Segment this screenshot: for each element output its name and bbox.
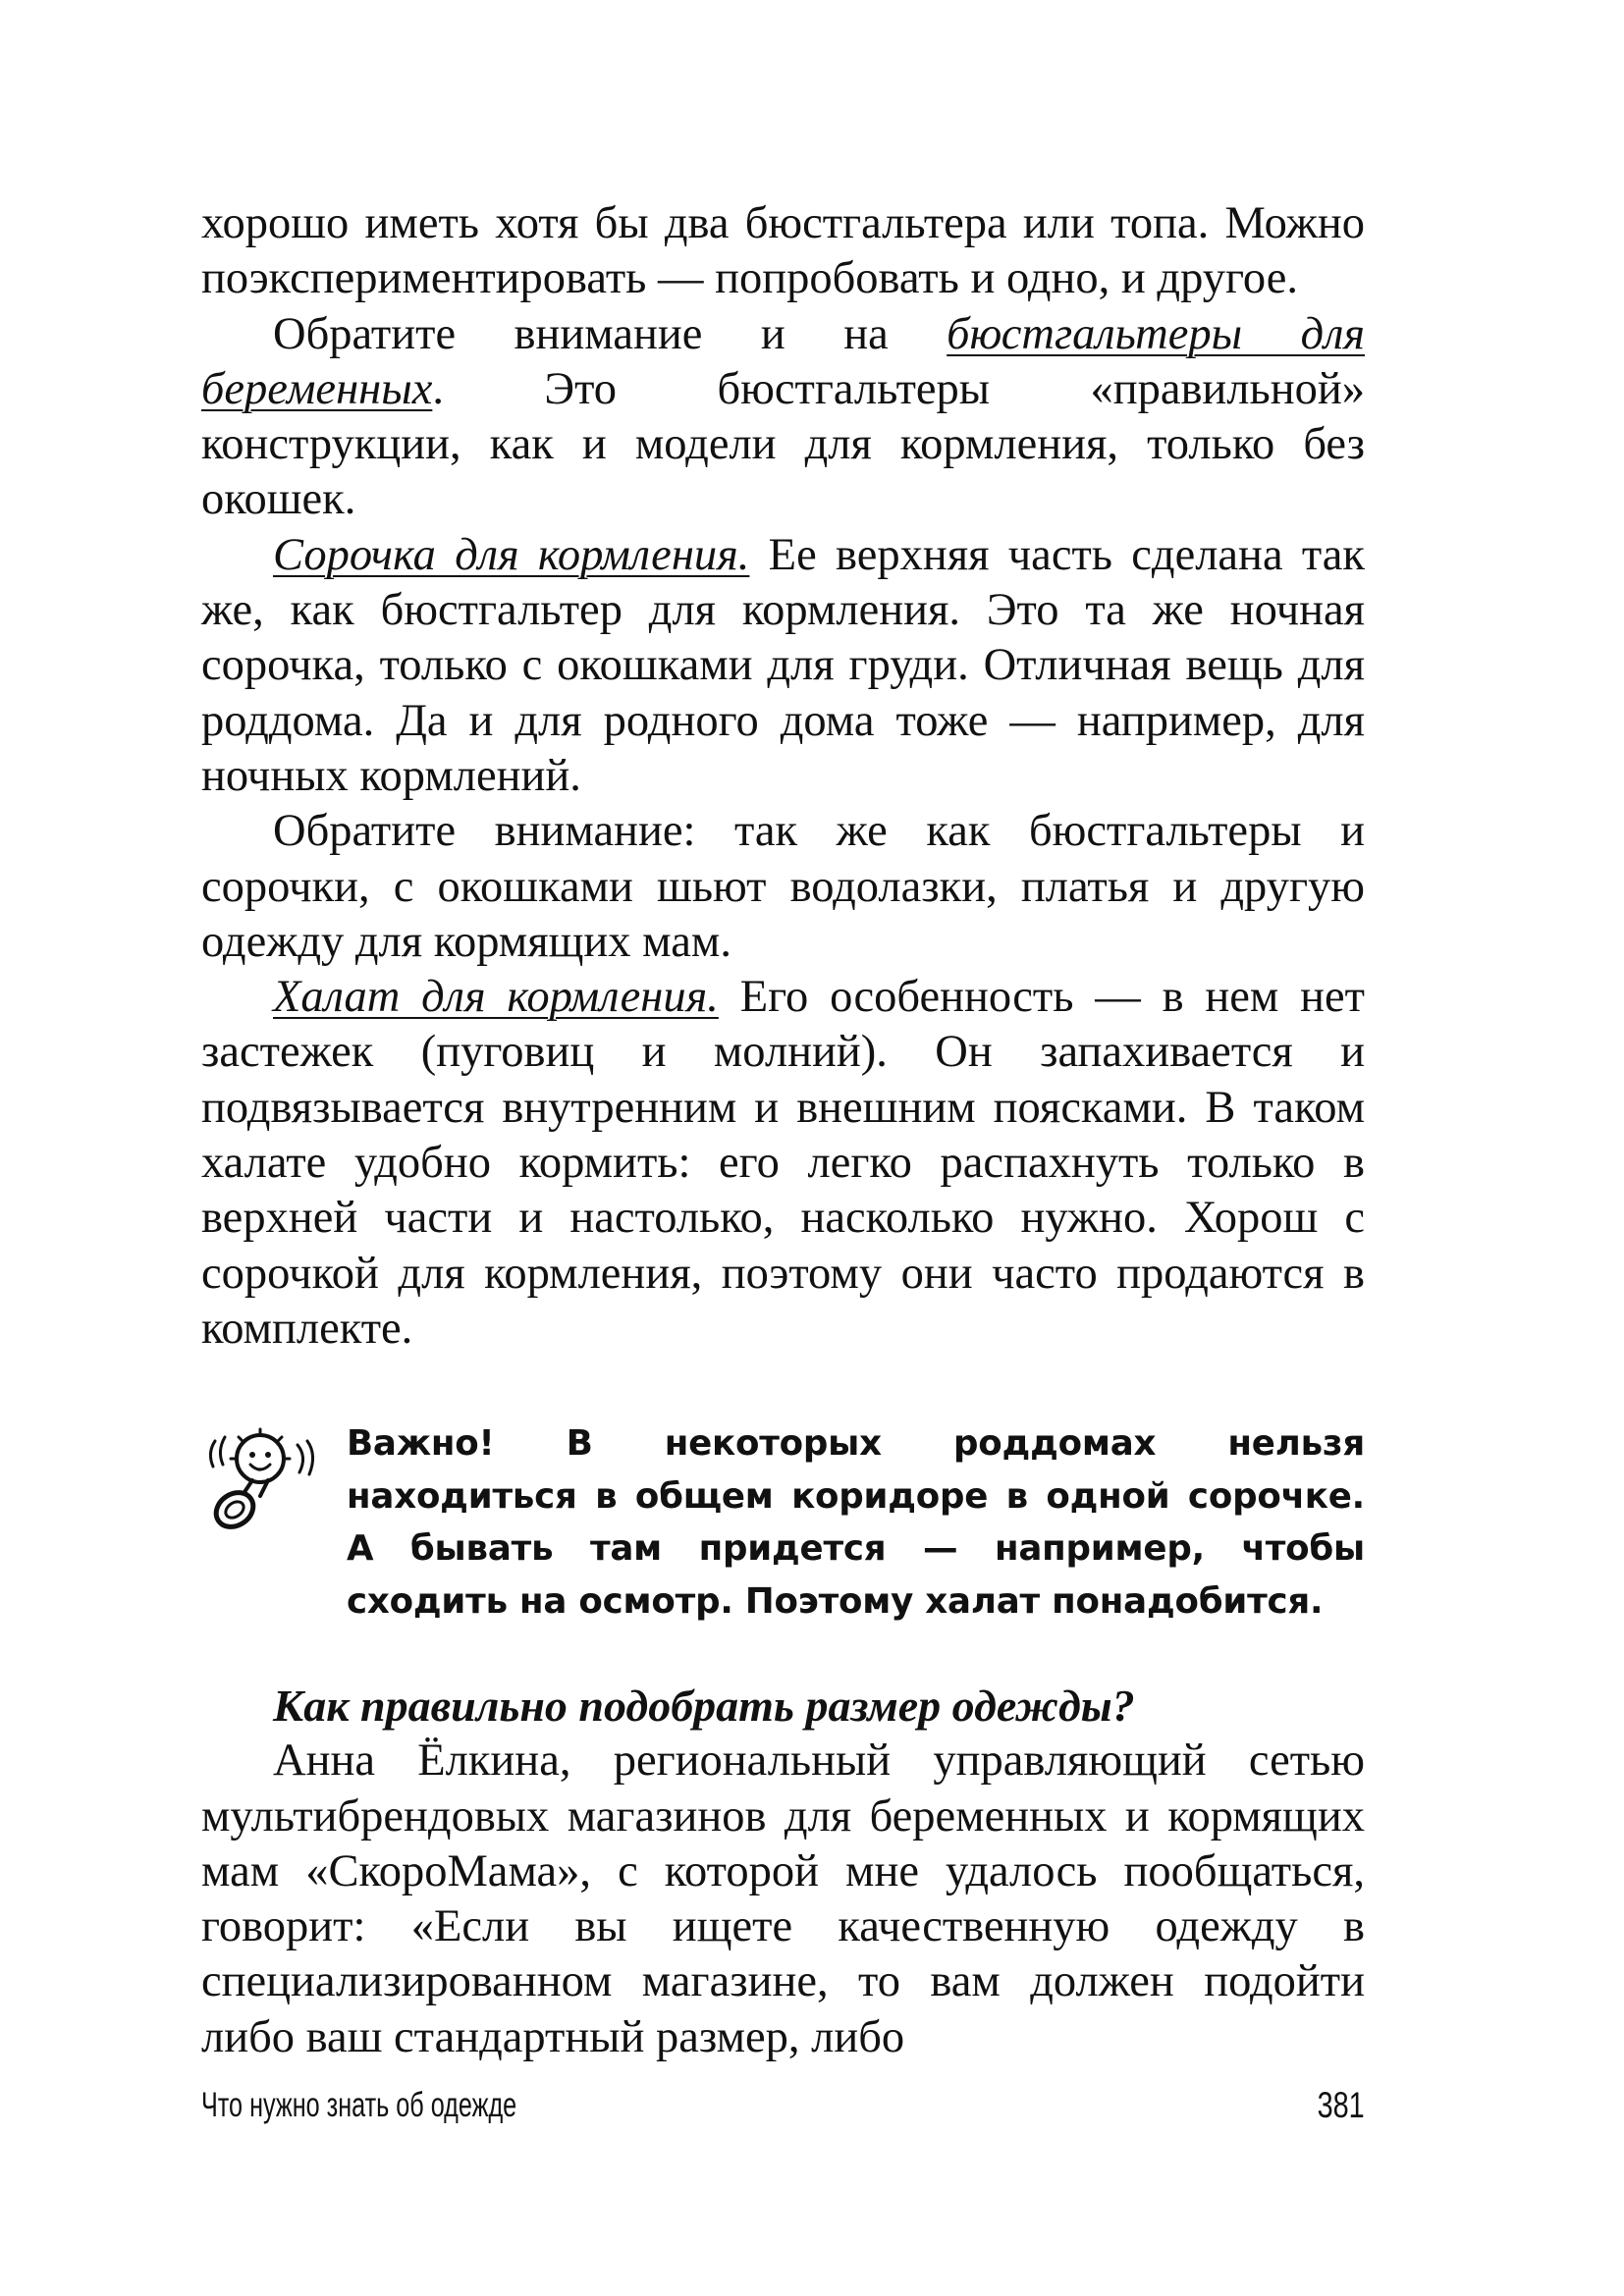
paragraph-body-text: Обратите внимание: так же как бюстгальтеры и сорочки, с окошками шьют водолазки, платья и другую одежду для кормящих мам.	[201, 806, 1365, 967]
paragraph-continued	[201, 196, 1365, 307]
paragraph-nursing-nightgown	[201, 528, 1365, 804]
page-number: 381	[1317, 2085, 1365, 2125]
term-nursing-robe: Халат для кормления.	[273, 972, 719, 1023]
paragraph-nursing-robe	[201, 970, 1365, 1357]
important-note-text: Важно! В некоторых роддомах нельзя находиться в общем коридоре в одной сорочке. А бывать там придется — например, чтобы сходить на осмотр. Поэтому халат понадобится.	[347, 1423, 1365, 1622]
paragraph-nursing-clothes	[201, 804, 1365, 970]
section-subheading: Как правильно подобрать размер одежды?	[273, 1681, 1135, 1732]
paragraph-body-text: Анна Ёлкина, региональный управляющий сетью мультибрендовых магазинов для беременных и кормящих мам «СкороМама», с которой мне удалось пообщаться, говорит: «Если вы ищете качественную одежду в специализированном магазине, то вам должен подойти либо ваш стандартный размер, либо	[201, 1735, 1365, 2062]
page-footer	[201, 2083, 1365, 2128]
page-body	[201, 196, 1365, 2065]
paragraph-lead-text: Обратите внимание и на	[273, 308, 947, 359]
paragraph-size-advice	[201, 1734, 1365, 2065]
running-footer-title: Что нужно знать об одежде	[201, 2086, 517, 2124]
baby-rattle-icon	[201, 1419, 323, 1535]
paragraph-maternity-bras	[201, 307, 1365, 528]
paragraph-body-text: . Это бюстгальтеры «правильной» конструкции, как и модели для кормления, только без окошек.	[201, 363, 1365, 525]
paragraph-body-text: Его особенность — в нем нет застежек (пуговиц и молний). Он запахивается и подвязывается внутренним и внешним поясками. В таком халате удобно кормить: его легко распахнуть только в верхней части и настолько, насколько нужно. Хорош с сорочкой для кормления, поэтому они часто продаются в комплекте.	[201, 972, 1365, 1354]
term-maternity-bras: бюстгальтеры для беременных	[201, 308, 1365, 414]
paragraph-continued-text: хорошо иметь хотя бы два бюстгальтера или топа. Можно поэкспериментировать — попробовать и одно, и другое.	[201, 198, 1365, 304]
term-nursing-nightgown: Сорочка для кормления.	[273, 529, 750, 580]
important-note	[201, 1417, 1365, 1628]
paragraph-body-text: Ее верхняя часть сделана так же, как бюстгальтер для кормления. Это та же ночная сорочка, только с окошками для груди. Отличная вещь для роддома. Да и для родного дома тоже — например, для ночных кормлений.	[201, 529, 1365, 801]
